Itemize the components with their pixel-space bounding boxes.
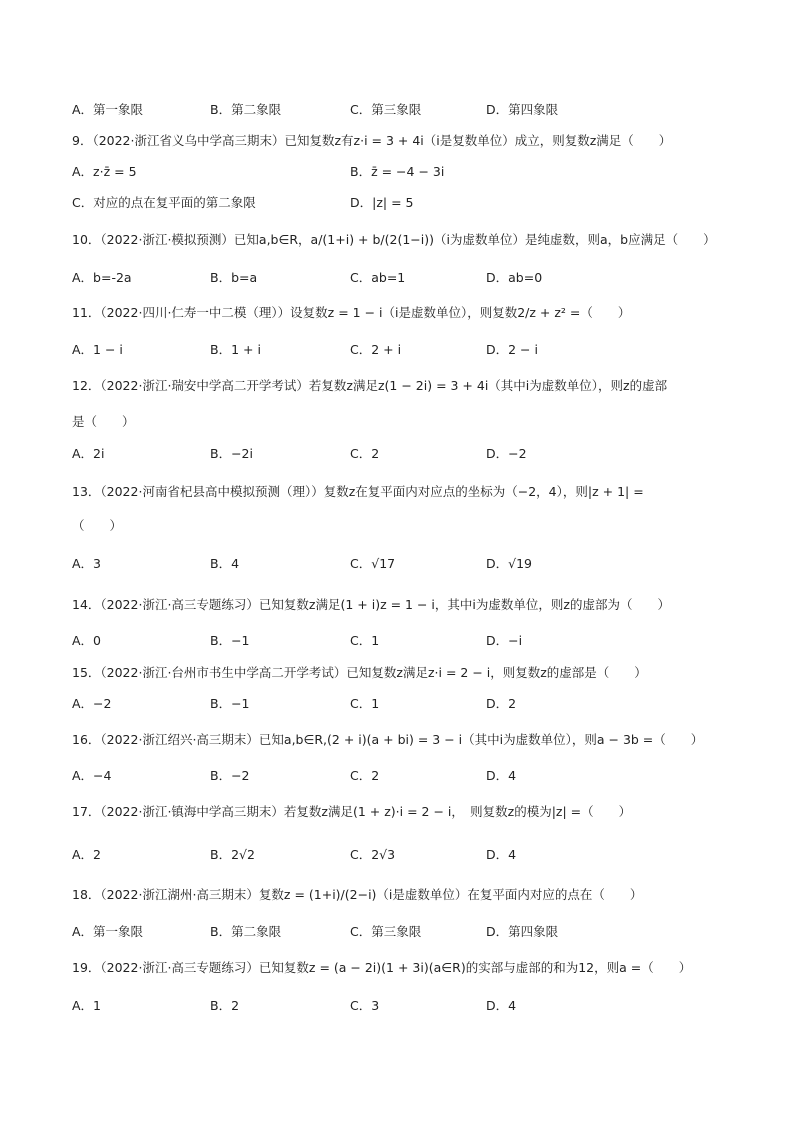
q10-option-b: B．b=a: [210, 270, 258, 285]
q18-option-a: A．第一象限: [72, 924, 144, 939]
q15-stem: 15．（2022·浙江·台州市书生中学高二开学考试）已知复数z满足z·i = 2 − i，则复数z的虚部是（ ）: [72, 665, 647, 680]
q10-stem: 10．（2022·浙江·模拟预测）已知a,b∈R，a/(1+i) + b/(2(1−i))（i为虚数单位）是纯虚数，则a，b应满足（ ）: [72, 232, 716, 247]
q13-option-d: D．√19: [486, 556, 532, 571]
q14-stem: 14．（2022·浙江·高三专题练习）已知复数z满足(1 + i)z = 1 − i，其中i为虚数单位，则z的虚部为（ ）: [72, 597, 670, 612]
q11-option-b: B．1 + i: [210, 342, 261, 357]
q14-option-c: C．1: [350, 633, 380, 648]
q19-stem: 19．（2022·浙江·高三专题练习）已知复数z = (a − 2i)(1 + 3i)(a∈R)的实部与虚部的和为12，则a =（ ）: [72, 960, 692, 975]
q11-option-a: A．1 − i: [72, 342, 123, 357]
q13-stem-continued: （ ）: [72, 518, 123, 533]
q13-option-b: B．4: [210, 556, 240, 571]
q11-option-c: C．2 + i: [350, 342, 402, 357]
q14-option-d: D．−i: [486, 633, 523, 648]
q9-option-a: A．z·z̄ = 5: [72, 164, 137, 179]
q14-option-b: B．−1: [210, 633, 250, 648]
q12-option-d: D．−2: [486, 446, 527, 461]
q17-option-a: A．2: [72, 847, 102, 862]
q11-option-d: D．2 − i: [486, 342, 538, 357]
q17-option-d: D．4: [486, 847, 517, 862]
q16-option-c: C．2: [350, 768, 380, 783]
q9-stem: 9．（2022·浙江省义乌中学高三期末）已知复数z有z·i = 3 + 4i（i是复数单位）成立，则复数z满足（ ）: [72, 133, 672, 148]
q10-option-d: D．ab=0: [486, 270, 543, 285]
q12-stem: 12．（2022·浙江·瑞安中学高二开学考试）若复数z满足z(1 − 2i) = 3 + 4i（其中i为虚数单位），则z的虚部: [72, 378, 668, 393]
q13-stem: 13．（2022·河南省杞县高中模拟预测（理））复数z在复平面内对应点的坐标为（−2，4），则|z + 1| =: [72, 484, 644, 499]
q9-option-d: D．|z| = 5: [350, 195, 414, 210]
q19-option-b: B．2: [210, 998, 240, 1013]
q15-option-d: D．2: [486, 696, 517, 711]
q17-option-c: C．2√3: [350, 847, 396, 862]
q13-option-a: A．3: [72, 556, 102, 571]
q14-option-a: A．0: [72, 633, 102, 648]
q18-option-c: C．第三象限: [350, 924, 422, 939]
q10-option-a: A．b=-2a: [72, 270, 132, 285]
q19-option-c: C．3: [350, 998, 380, 1013]
q10-option-c: C．ab=1: [350, 270, 406, 285]
q16-option-b: B．−2: [210, 768, 250, 783]
q19-option-a: A．1: [72, 998, 102, 1013]
q13-option-c: C．√17: [350, 556, 396, 571]
q16-option-a: A．−4: [72, 768, 112, 783]
q15-option-a: A．−2: [72, 696, 112, 711]
q12-stem-continued: 是（ ）: [72, 414, 135, 429]
q8-option-c: C．第三象限: [350, 102, 422, 117]
q12-option-c: C．2: [350, 446, 380, 461]
q18-option-d: D．第四象限: [486, 924, 559, 939]
q18-option-b: B．第二象限: [210, 924, 282, 939]
q15-option-b: B．−1: [210, 696, 250, 711]
q17-option-b: B．2√2: [210, 847, 255, 862]
q15-option-c: C．1: [350, 696, 380, 711]
q11-stem: 11．（2022·四川·仁寿一中二模（理））设复数z = 1 − i（i是虚数单位），则复数2/z + z² =（ ）: [72, 305, 631, 320]
q18-stem: 18．（2022·浙江湖州·高三期末）复数z = (1+i)/(2−i)（i是虚数单位）在复平面内对应的点在（ ）: [72, 887, 643, 902]
q12-option-a: A．2i: [72, 446, 105, 461]
q12-option-b: B．−2i: [210, 446, 253, 461]
q16-stem: 16．（2022·浙江绍兴·高三期末）已知a,b∈R,(2 + i)(a + bi) = 3 − i（其中i为虚数单位），则a − 3b =（ ）: [72, 732, 704, 747]
q9-option-c: C．对应的点在复平面的第二象限: [72, 195, 256, 210]
q8-option-a: A．第一象限: [72, 102, 144, 117]
q17-stem: 17．（2022·浙江·镇海中学高三期末）若复数z满足(1 + z)·i = 2 − i， 则复数z的模为|z| =（ ）: [72, 804, 632, 819]
q16-option-d: D．4: [486, 768, 517, 783]
q8-option-d: D．第四象限: [486, 102, 559, 117]
q8-option-b: B．第二象限: [210, 102, 282, 117]
q19-option-d: D．4: [486, 998, 517, 1013]
q9-option-b: B．z̄ = −4 − 3i: [350, 164, 445, 179]
